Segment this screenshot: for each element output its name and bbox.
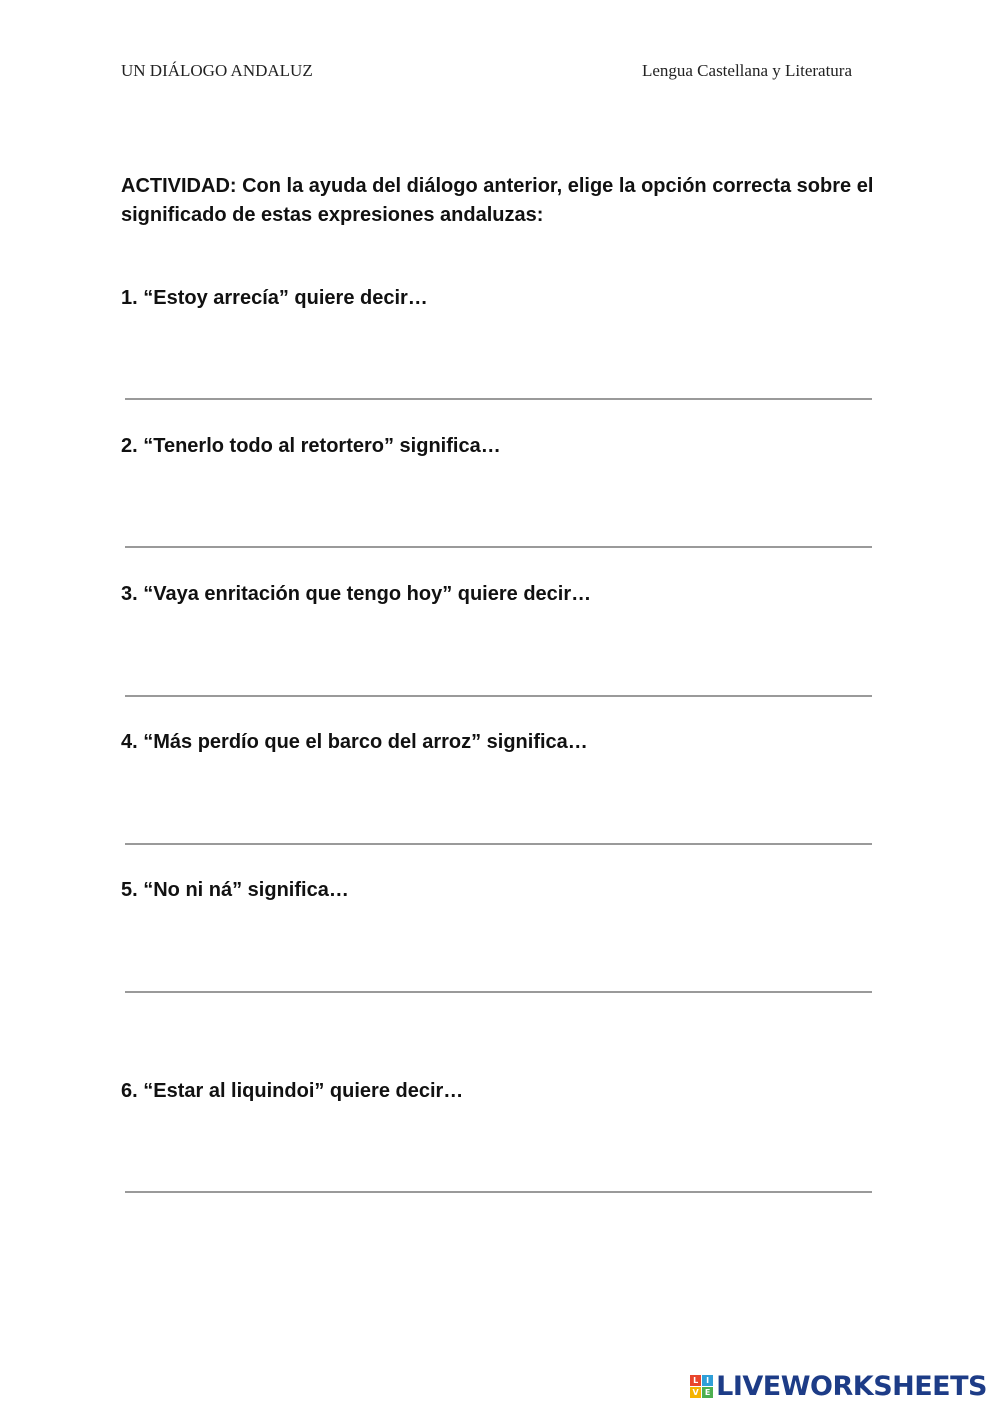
- brand-name: LIVEWORKSHEETS: [716, 1371, 987, 1402]
- answer-line-6[interactable]: [125, 1191, 872, 1193]
- header-title: UN DIÁLOGO ANDALUZ: [121, 61, 313, 80]
- question-1: 1. “Estoy arrecía” quiere decir…: [121, 287, 428, 309]
- question-5: 5. “No ni ná” significa…: [121, 879, 349, 901]
- answer-line-4[interactable]: [125, 843, 872, 845]
- liveworksheets-logo-icon: [690, 1375, 713, 1398]
- logo-tile-e: E: [702, 1387, 713, 1398]
- question-6: 6. “Estar al liquindoi” quiere decir…: [121, 1080, 464, 1102]
- answer-line-5[interactable]: [125, 991, 872, 993]
- liveworksheets-brand: [690, 1371, 987, 1402]
- answer-line-1[interactable]: [125, 398, 872, 400]
- answer-line-2[interactable]: [125, 546, 872, 548]
- logo-tile-v: V: [690, 1387, 701, 1398]
- header-subject: Lengua Castellana y Literatura: [641, 61, 852, 80]
- question-2: 2. “Tenerlo todo al retortero” significa…: [121, 435, 501, 457]
- answer-line-3[interactable]: [125, 695, 872, 697]
- question-4: 4. “Más perdío que el barco del arroz” significa…: [121, 731, 588, 753]
- logo-tile-l: L: [690, 1375, 701, 1386]
- question-3: 3. “Vaya enritación que tengo hoy” quiere decir…: [121, 583, 592, 605]
- logo-tile-i: I: [702, 1375, 713, 1386]
- activity-instructions: ACTIVIDAD: Con la ayuda del diálogo anterior, elige la opción correcta sobre el significado de estas expresiones andaluzas:: [121, 175, 874, 226]
